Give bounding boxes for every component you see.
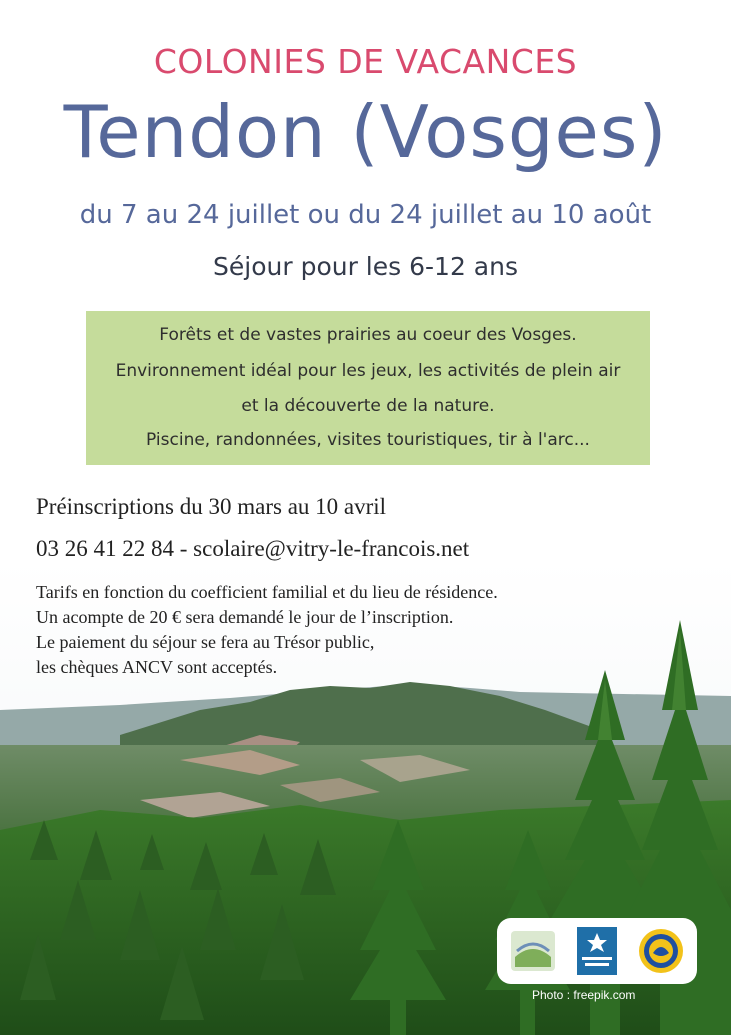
preinscription-dates: Préinscriptions du 30 mars au 10 avril	[36, 494, 387, 519]
flyer-title: Tendon (Vosges)	[63, 90, 668, 174]
description-line: Forêts et de vastes prairies au coeur des Vosges.	[159, 325, 577, 345]
pricing-line: Le paiement du séjour se fera au Trésor public,	[36, 632, 375, 652]
flyer-kicker: COLONIES DE VACANCES	[153, 42, 578, 81]
description-line: Environnement idéal pour les jeux, les activités de plein air	[115, 361, 621, 381]
lions-club-logo	[637, 927, 685, 975]
description-line: et la découverte de la nature.	[241, 396, 495, 416]
pricing-line: Tarifs en fonction du coefficient familial et du lieu de résidence.	[36, 582, 498, 602]
contact-info: 03 26 41 22 84 - scolaire@vitry-le-francois.net	[36, 536, 470, 561]
community-logo	[509, 927, 557, 975]
pricing-line: les chèques ANCV sont acceptés.	[36, 657, 278, 677]
caf-logo	[573, 927, 621, 975]
pricing-line: Un acompte de 20 € sera demandé le jour de l’inscription.	[36, 607, 454, 627]
description-line: Piscine, randonnées, visites touristiques, tir à l'arc...	[146, 430, 590, 450]
stay-dates: du 7 au 24 juillet ou du 24 juillet au 10 août	[79, 200, 652, 230]
description-box	[86, 311, 650, 465]
age-range: Séjour pour les 6-12 ans	[213, 252, 518, 281]
partner-logos	[497, 918, 697, 984]
photo-credit: Photo : freepik.com	[532, 988, 636, 1002]
